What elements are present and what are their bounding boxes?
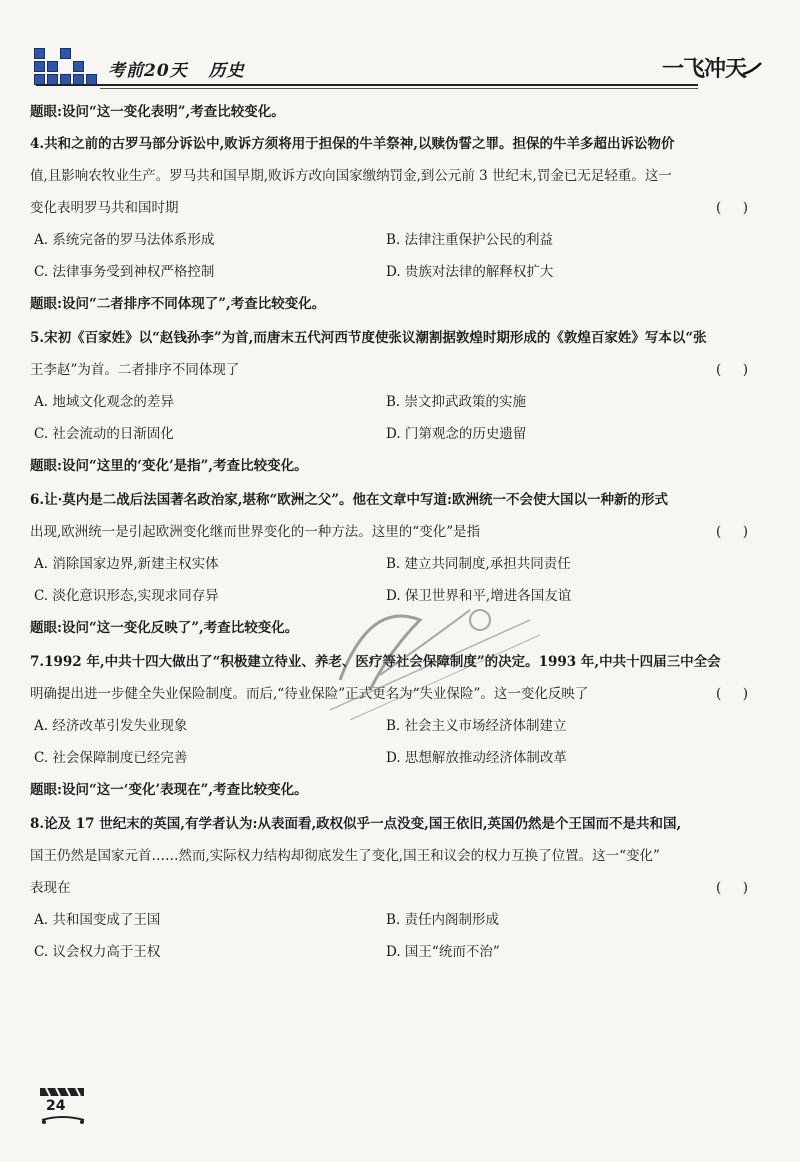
q4-option-b: B. 法律注重保护公民的利益: [386, 232, 554, 248]
q4-stem-line3: 变化表明罗马共和国时期: [30, 200, 179, 216]
q6-stem-line2: 出现,欧洲统一是引起欧洲变化继而世界变化的一种方法。这里的“变化”是指: [30, 524, 481, 540]
q4-option-a: A. 系统完备的罗马法体系形成: [34, 232, 215, 248]
q8-stem-line3: 表现在: [30, 880, 71, 896]
q7-analysis: 题眼:设问“这一‘变化’表现在”,考查比较变化。: [30, 782, 308, 798]
q8-option-d: D. 国王“统而不治”: [386, 944, 500, 960]
q4-stem-line1: 4.共和之前的古罗马部分诉讼中,败诉方须将用于担保的牛羊祭神,以赎伪誓之罪。担保的牛羊多超出诉讼物价: [30, 136, 675, 152]
q5-option-d: D. 门第观念的历史遗留: [386, 426, 527, 442]
q5-option-b: B. 崇文抑武政策的实施: [386, 394, 527, 410]
book-title: 考前20天: [108, 61, 188, 81]
q6-option-a: A. 消除国家边界,新建主权实体: [34, 556, 219, 572]
q4-option-d: D. 贵族对法律的解释权扩大: [386, 264, 554, 280]
q6-stem-line1: 6.让·莫内是二战后法国著名政治家,堪称“欧洲之父”。他在文章中写道:欧洲统一不会使大国以一种新的形式: [30, 492, 669, 508]
page-number: 24: [46, 1098, 66, 1114]
header-divider-thin: [100, 88, 698, 89]
q8-answer-blank: ( ): [716, 880, 748, 896]
q7-option-a: A. 经济改革引发失业现象: [34, 718, 188, 734]
q5-stem-line2: 王李赵”为首。二者排序不同体现了: [30, 362, 240, 378]
q6-option-d: D. 保卫世界和平,增进各国友谊: [386, 588, 572, 604]
q7-answer-blank: ( ): [716, 686, 748, 702]
q8-option-c: C. 议会权力高于王权: [34, 944, 161, 960]
q6-answer-blank: ( ): [716, 524, 748, 540]
header-divider: [36, 84, 698, 86]
q5-analysis: 题眼:设问“这里的‘变化’是指”,考查比较变化。: [30, 458, 308, 474]
q8-stem-line1: 8.论及 17 世纪末的英国,有学者认为:从表面看,政权似乎一点没变,国王依旧,英国仍然是个王国而不是共和国,: [30, 816, 682, 832]
watermark-logo-icon: [310, 580, 550, 730]
checker-logo-icon: [34, 48, 100, 86]
page-header: [0, 0, 800, 110]
q8-option-a: A. 共和国变成了王国: [34, 912, 161, 928]
q3-analysis: 题眼:设问“这一变化表明”,考查比较变化。: [30, 104, 285, 120]
q7-option-d: D. 思想解放推动经济体制改革: [386, 750, 567, 766]
q4-analysis: 题眼:设问“二者排序不同体现了”,考查比较变化。: [30, 296, 326, 312]
q6-option-b: B. 建立共同制度,承担共同责任: [386, 556, 571, 572]
q7-stem-line2: 明确提出进一步健全失业保险制度。而后,“待业保险”正式更名为“失业保险”。这一变化反映了: [30, 686, 589, 702]
brand-swoosh-icon: [742, 62, 762, 76]
q8-option-b: B. 责任内阁制形成: [386, 912, 500, 928]
q5-option-a: A. 地域文化观念的差异: [34, 394, 174, 410]
q4-stem-line2: 值,且影响农牧业生产。罗马共和国早期,败诉方改向国家缴纳罚金,到公元前 3 世纪末,罚金已无足轻重。这一: [30, 168, 672, 184]
q7-stem-line1: 7.1992 年,中共十四大做出了“积极建立待业、养老、医疗等社会保障制度”的决定。1993 年,中共十四届三中全会: [30, 654, 721, 670]
q6-analysis: 题眼:设问“这一变化反映了”,考查比较变化。: [30, 620, 299, 636]
q4-answer-blank: ( ): [716, 200, 748, 216]
q4-option-c: C. 法律事务受到神权严格控制: [34, 264, 215, 280]
subject-title: 历史: [208, 61, 245, 81]
q5-answer-blank: ( ): [716, 362, 748, 378]
q8-stem-line2: 国王仍然是国家元首……然而,实际权力结构却彻底发生了变化,国王和议会的权力互换了位置。这一“变化”: [30, 848, 660, 864]
q7-option-c: C. 社会保障制度已经完善: [34, 750, 188, 766]
q5-stem-line1: 5.宋初《百家姓》以“赵钱孙李”为首,而唐末五代河西节度使张议潮割据敦煌时期形成的《敦煌百家姓》写本以“张: [30, 330, 707, 346]
q7-option-b: B. 社会主义市场经济体制建立: [386, 718, 567, 734]
q6-option-c: C. 淡化意识形态,实现求同存异: [34, 588, 219, 604]
header-title: [108, 56, 259, 81]
brand-logo: 一飞冲天: [662, 57, 747, 82]
q5-option-c: C. 社会流动的日渐固化: [34, 426, 174, 442]
